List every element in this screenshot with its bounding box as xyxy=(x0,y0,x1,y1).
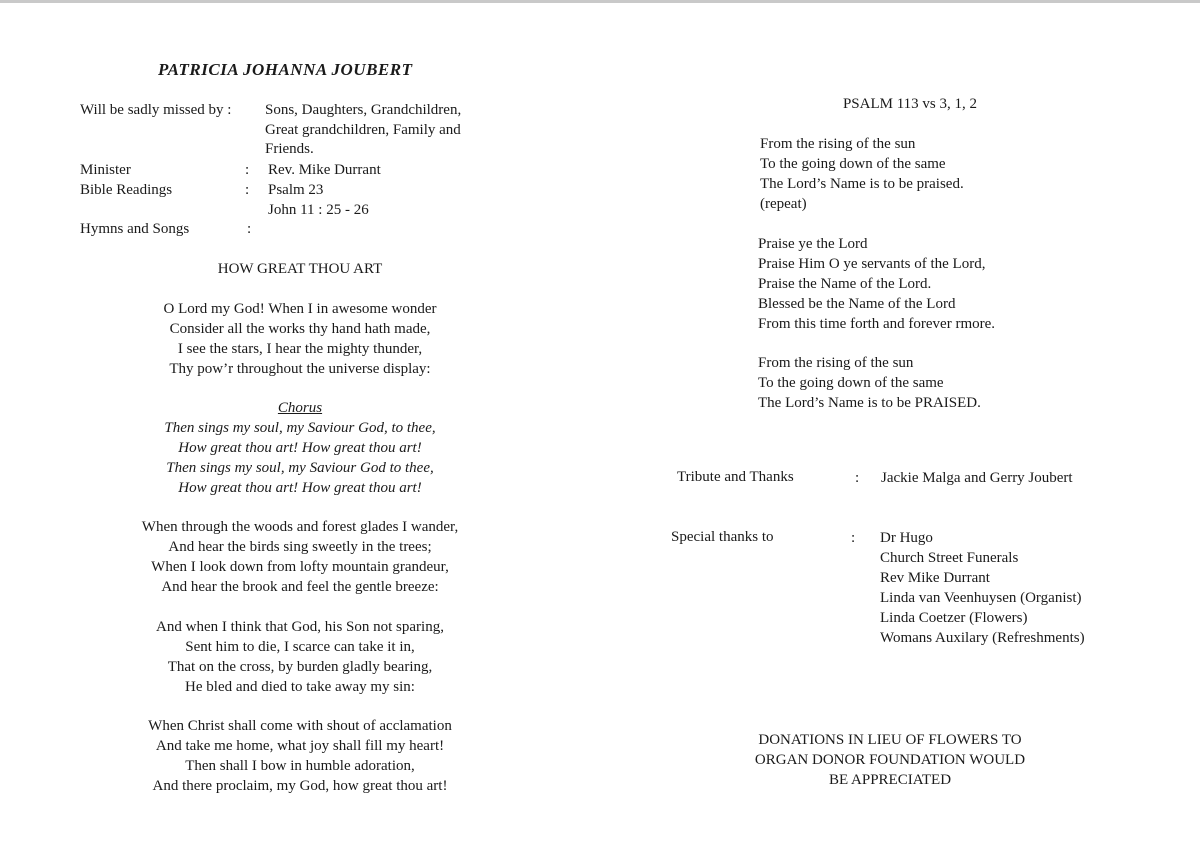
thanks-item: Linda Coetzer (Flowers) xyxy=(880,610,1028,626)
colon: : xyxy=(245,182,250,198)
psalm-line: The Lord’s Name is to be PRAISED. xyxy=(758,395,981,411)
thanks-item: Dr Hugo xyxy=(880,530,933,546)
lyric-line: When I look down from lofty mountain grandeur, xyxy=(151,559,449,575)
psalm-line: Blessed be the Name of the Lord xyxy=(758,296,956,312)
verse-2 xyxy=(60,517,540,597)
missed-line: Friends. xyxy=(265,141,314,157)
tribute-value: Jackie Malga and Gerry Joubert xyxy=(881,470,1073,486)
psalm-line: Praise Him O ye servants of the Lord, xyxy=(758,256,986,272)
thanks-label: Special thanks to xyxy=(671,529,774,545)
lyric-line: O Lord my God! When I in awesome wonder xyxy=(163,301,437,317)
psalm-line: Praise ye the Lord xyxy=(758,236,868,252)
psalm-title: PSALM 113 vs 3, 1, 2 xyxy=(842,96,978,112)
lyric-line: Then sings my soul, my Saviour God, to thee, xyxy=(164,420,436,436)
lyric-line: How great thou art! How great thou art! xyxy=(178,440,422,456)
verse-1 xyxy=(60,299,540,379)
reading-item: Psalm 23 xyxy=(268,182,324,198)
lyric-line: When Christ shall come with shout of acclamation xyxy=(148,718,452,734)
lyric-line: Then shall I bow in humble adoration, xyxy=(185,758,415,774)
lyric-line: How great thou art! How great thou art! xyxy=(178,480,422,496)
donations-line: BE APPRECIATED xyxy=(828,772,952,788)
donations-line: ORGAN DONOR FOUNDATION WOULD xyxy=(754,752,1026,768)
colon: : xyxy=(247,221,252,237)
psalm-line: To the going down of the same xyxy=(760,156,946,172)
readings-label: Bible Readings xyxy=(80,182,173,198)
psalm-stanza-1 xyxy=(760,134,964,214)
minister-label: Minister xyxy=(80,162,131,178)
psalm-stanza-3 xyxy=(758,353,981,413)
colon: : xyxy=(855,470,860,486)
lyric-line: He bled and died to take away my sin: xyxy=(185,679,415,695)
lyric-line: And there proclaim, my God, how great thou art! xyxy=(152,778,448,794)
lyric-line: I see the stars, I hear the mighty thunder, xyxy=(177,341,423,357)
psalm-stanza-2 xyxy=(758,234,995,334)
lyric-line: And hear the birds sing sweetly in the trees; xyxy=(168,539,432,555)
minister-value: Rev. Mike Durrant xyxy=(268,162,381,178)
colon: : xyxy=(245,162,250,178)
psalm-line: From the rising of the sun xyxy=(760,136,916,152)
thanks-item: Linda van Veenhuysen (Organist) xyxy=(880,590,1082,606)
hymns-label: Hymns and Songs xyxy=(80,221,190,237)
tribute-label: Tribute and Thanks xyxy=(677,469,794,485)
thanks-item: Rev Mike Durrant xyxy=(880,570,990,586)
lyric-line: When through the woods and forest glades I wander, xyxy=(141,519,459,535)
donations-note xyxy=(690,730,1090,790)
psalm-line: From the rising of the sun xyxy=(758,355,914,371)
chorus-label: Chorus xyxy=(277,400,323,416)
lyric-line: Consider all the works thy hand hath made, xyxy=(169,321,431,337)
colon: : xyxy=(851,530,856,546)
verse-3 xyxy=(60,617,540,697)
lyric-line: Then sings my soul, my Saviour God to thee, xyxy=(166,460,434,476)
lyric-line: And hear the brook and feel the gentle breeze: xyxy=(161,579,439,595)
lyric-line: Sent him to die, I scarce can take it in, xyxy=(185,639,415,655)
missed-line: Great grandchildren, Family and xyxy=(265,122,461,138)
donations-line: DONATIONS IN LIEU OF FLOWERS TO xyxy=(758,732,1022,748)
psalm-line: The Lord’s Name is to be praised. xyxy=(760,176,964,192)
psalm-line: Praise the Name of the Lord. xyxy=(758,276,932,292)
thanks-list xyxy=(880,528,1085,648)
chorus xyxy=(60,418,540,498)
deceased-name: PATRICIA JOHANNA JOUBERT xyxy=(158,60,413,79)
lyric-line: And when I think that God, his Son not sparing, xyxy=(156,619,444,635)
verse-4 xyxy=(60,716,540,796)
reading-item: John 11 : 25 - 26 xyxy=(268,202,369,218)
lyric-line: That on the cross, by burden gladly bearing, xyxy=(167,659,433,675)
hymn-title: HOW GREAT THOU ART xyxy=(217,261,383,277)
page-edge xyxy=(0,0,1200,3)
lyric-line: And take me home, what joy shall fill my heart! xyxy=(155,738,445,754)
psalm-line: (repeat) xyxy=(760,196,807,212)
psalm-line: From this time forth and forever rmore. xyxy=(758,316,996,332)
missed-label: Will be sadly missed by : xyxy=(80,102,232,118)
thanks-item: Church Street Funerals xyxy=(880,550,1019,566)
thanks-item: Womans Auxilary (Refreshments) xyxy=(880,630,1085,646)
lyric-line: Thy pow’r throughout the universe display: xyxy=(169,361,431,377)
missed-line: Sons, Daughters, Grandchildren, xyxy=(265,102,462,118)
psalm-line: To the going down of the same xyxy=(758,375,944,391)
